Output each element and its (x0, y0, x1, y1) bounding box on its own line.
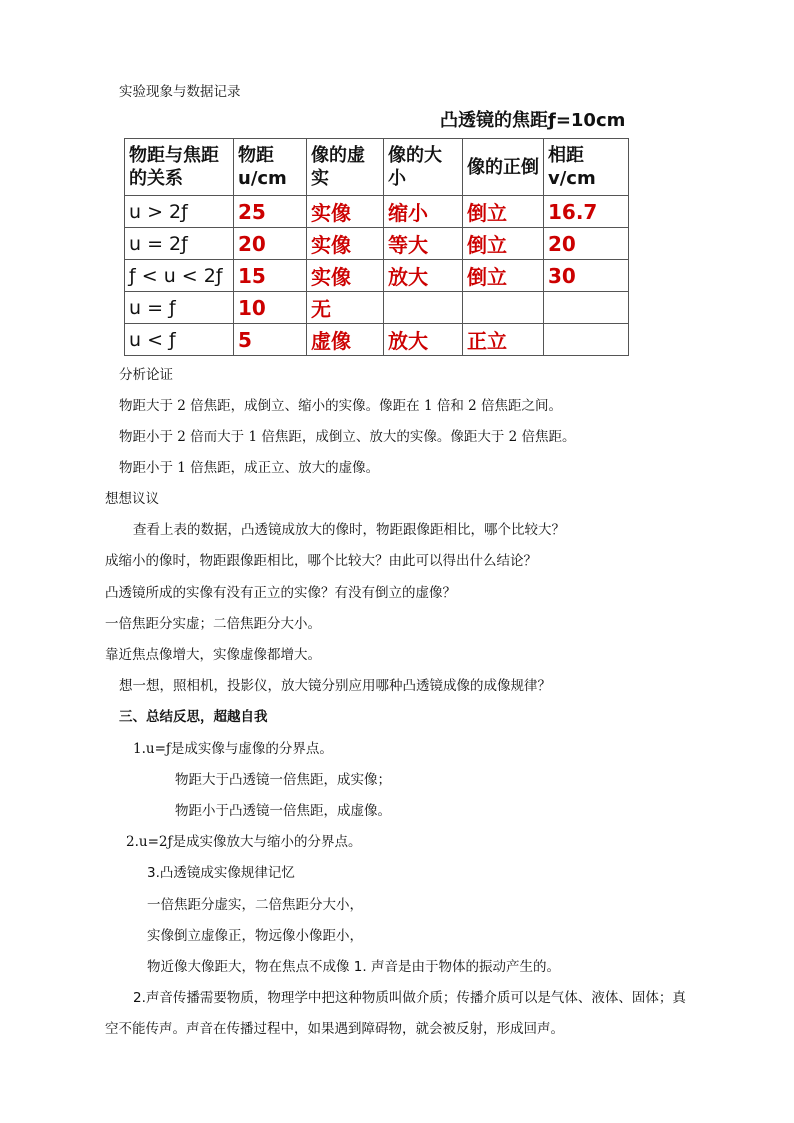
summary-line: 实像倒立虚像正，物远像小像距小， (147, 928, 363, 944)
relation-cell: u = 2ƒ (125, 228, 234, 260)
focal-length-note: 凸透镜的焦距ƒ=10cm (440, 110, 626, 131)
relation-cell: u = ƒ (125, 292, 234, 324)
analysis-line: 物距小于 2 倍而大于 1 倍焦距，成倒立、放大的实像。像距大于 2 倍焦距。 (119, 429, 576, 445)
relation-cell: u < ƒ (125, 324, 234, 356)
image-size-cell: 放大 (384, 324, 463, 356)
object-distance-cell: 25 (234, 196, 307, 228)
image-orientation-cell: 倒立 (463, 228, 544, 260)
image-orientation-cell (463, 292, 544, 324)
discussion-line: 凸透镜所成的实像有没有正立的实像？有没有倒立的虚像？ (105, 585, 456, 601)
image-nature-cell: 实像 (307, 196, 384, 228)
image-orientation-cell: 正立 (463, 324, 544, 356)
summary-line: 物距大于凸透镜一倍焦距，成实像； (175, 772, 391, 788)
table-header-row (125, 139, 629, 196)
summary-line: 一倍焦距分虚实，二倍焦距分大小， (147, 897, 363, 913)
image-size-cell (384, 292, 463, 324)
relation-cell: u > 2ƒ (125, 196, 234, 228)
object-distance-cell: 15 (234, 260, 307, 292)
summary-title: 三、总结反思，超越自我 (119, 709, 268, 725)
object-distance-cell: 10 (234, 292, 307, 324)
section-record-title: 实验现象与数据记录 (119, 84, 241, 100)
analysis-line: 物距大于 2 倍焦距，成倒立、缩小的实像。像距在 1 倍和 2 倍焦距之间。 (119, 398, 563, 414)
discussion-line: 查看上表的数据，凸透镜成放大的像时，物距跟像距相比，哪个比较大？ (133, 522, 565, 538)
table-row (125, 196, 629, 228)
header-cell: 像的虚实 (307, 139, 384, 196)
header-cell: 物距 u/cm (234, 139, 307, 196)
image-distance-cell: 20 (544, 228, 629, 260)
discussion-line: 一倍焦距分实虚；二倍焦距分大小。 (105, 616, 321, 632)
image-distance-cell: 30 (544, 260, 629, 292)
summary-line: 空不能传声。声音在传播过程中，如果遇到障碍物，就会被反射，形成回声。 (105, 1021, 564, 1037)
object-distance-cell: 5 (234, 324, 307, 356)
object-distance-cell: 20 (234, 228, 307, 260)
header-cell: 像的正倒 (463, 139, 544, 196)
image-distance-cell: 16.7 (544, 196, 629, 228)
relation-cell: ƒ < u < 2ƒ (125, 260, 234, 292)
table-row (125, 228, 629, 260)
image-distance-cell (544, 324, 629, 356)
image-nature-cell: 无 (307, 292, 384, 324)
table-row (125, 292, 629, 324)
summary-line: 3.凸透镜成实像规律记忆 (147, 865, 295, 881)
summary-line: 物近像大像距大，物在焦点不成像 1. 声音是由于物体的振动产生的。 (147, 959, 560, 975)
image-nature-cell: 实像 (307, 260, 384, 292)
header-cell: 像的大小 (384, 139, 463, 196)
table-row (125, 260, 629, 292)
experiment-data-table (124, 138, 629, 356)
header-cell: 物距与焦距的关系 (125, 139, 234, 196)
image-size-cell: 放大 (384, 260, 463, 292)
image-size-cell: 等大 (384, 228, 463, 260)
discussion-line: 靠近焦点像增大，实像虚像都增大。 (105, 647, 321, 663)
summary-line: 2.u=2ƒ是成实像放大与缩小的分界点。 (126, 834, 362, 850)
image-orientation-cell: 倒立 (463, 260, 544, 292)
summary-line: 2.声音传播需要物质，物理学中把这种物质叫做介质；传播介质可以是气体、液体、固体；真 (133, 990, 686, 1006)
discussion-line: 想一想，照相机，投影仪，放大镜分别应用哪种凸透镜成像的成像规律？ (119, 678, 551, 694)
discussion-title: 想想议议 (105, 491, 159, 507)
analysis-title: 分析论证 (119, 367, 173, 383)
image-orientation-cell: 倒立 (463, 196, 544, 228)
header-cell: 相距 v/cm (544, 139, 629, 196)
summary-line: 物距小于凸透镜一倍焦距，成虚像。 (175, 803, 391, 819)
image-distance-cell (544, 292, 629, 324)
image-size-cell: 缩小 (384, 196, 463, 228)
summary-line: 1.u=ƒ是成实像与虚像的分界点。 (133, 741, 333, 757)
image-nature-cell: 虚像 (307, 324, 384, 356)
analysis-line: 物距小于 1 倍焦距，成正立、放大的虚像。 (119, 460, 380, 476)
table-row (125, 324, 629, 356)
image-nature-cell: 实像 (307, 228, 384, 260)
discussion-line: 成缩小的像时，物距跟像距相比，哪个比较大？由此可以得出什么结论？ (105, 553, 537, 569)
